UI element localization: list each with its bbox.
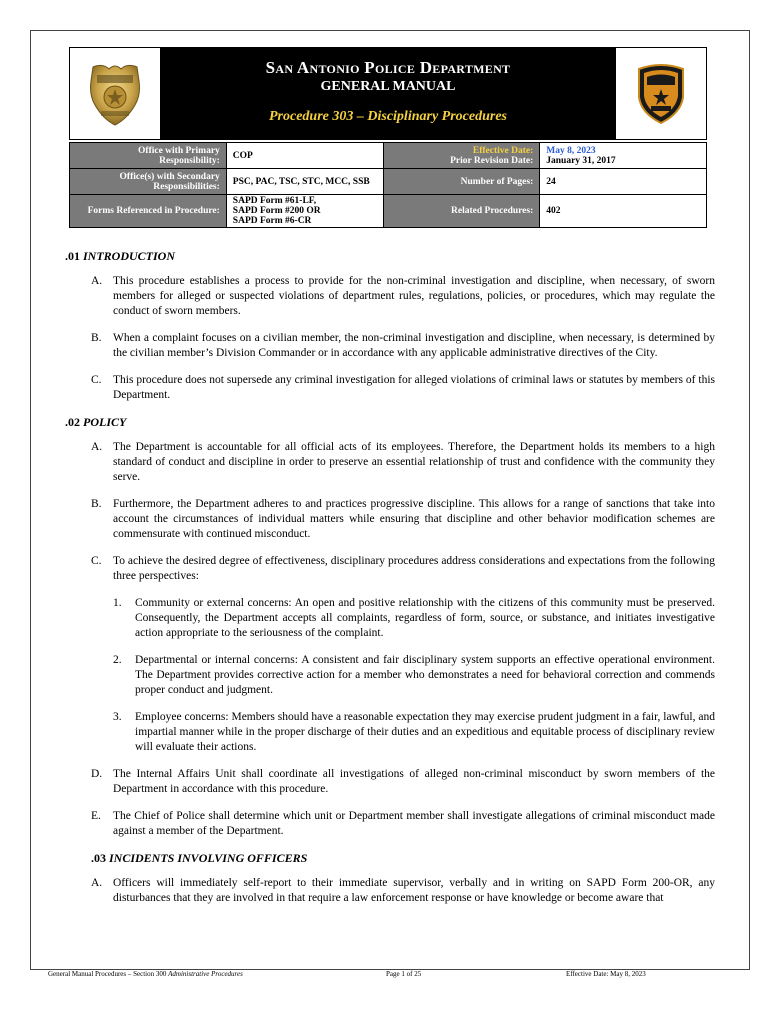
footer-manual-section: General Manual Procedures – Section 300 Administrative Procedures [48, 970, 243, 978]
paragraph-02-b: B. Furthermore, the Department adheres to and practices progressive discipline. This allows for a range of sanctions that take into account the circumstances of individual matters while ensuring that discipline and other behavior modification schemes are commensurate with continued misconduct. [91, 498, 715, 540]
procedure-title: Procedure 303 – Disciplinary Procedures [269, 109, 507, 124]
paragraph-01-a: A. This procedure establishes a process to provide for the non-criminal investigation and discipline, when necessary, of sworn members for alleged or suspected violations of department rules, regulations, policies, or procedures, which may regulate the conduct of sworn members. [91, 275, 715, 317]
related-procedures-value: 402 [540, 195, 707, 228]
paragraph-03-a: A. Officers will immediately self-report to their immediate supervisor, verbally and in writing on SAPD Form 200-OR, any disturbances that they are involved in that require a law enforcement response or have knowledge or become aware that [91, 877, 715, 904]
primary-office-label: Office with Primary Responsibility: [70, 143, 227, 169]
footer-page-number: Page 1 of 25 [386, 970, 422, 978]
forms-referenced-label: Forms Referenced in Procedure: [70, 195, 227, 228]
paragraph-02-c-1: 1. Community or external concerns: An open and positive relationship with the citizens of this community must be preserved. Consequently, the Department accepts all complaints, regardless of form, source, or substance, and initiates investigative action appropriate to the seriousness of the complaint. [113, 597, 715, 639]
form-200-or: SAPD Form #200 OR [232, 206, 321, 216]
document-header [69, 47, 707, 140]
forms-referenced-value [226, 195, 383, 228]
document-body [65, 249, 715, 918]
primary-office-value: COP [226, 143, 383, 169]
paragraph-02-c: C. To achieve the desired degree of effectiveness, disciplinary procedures address considerations and expectations from the following three perspectives: [91, 555, 715, 582]
secondary-office-label: Office(s) with Secondary Responsibilities: [70, 169, 227, 195]
paragraph-02-c-2: 2. Departmental or internal concerns: A consistent and fair disciplinary system supports an effective operational environment. The Department provides corrective action for a member who demonstrates a need for behavioral correction and commends proper conduct and judgment. [113, 654, 715, 696]
info-table [69, 142, 707, 228]
effective-date-label: Effective Date: [472, 145, 534, 156]
info-row-1 [70, 143, 707, 169]
police-badge-icon [83, 61, 147, 127]
dates-value-cell [540, 143, 707, 169]
page-footer [48, 970, 728, 978]
number-of-pages-label: Number of Pages: [383, 169, 540, 195]
manual-subtitle: GENERAL MANUAL [320, 79, 456, 94]
paragraph-02-c-3: 3. Employee concerns: Members should have a reasonable expectation they may exercise prudent judgment in a fair, lawful, and impartial manner while in the proper discharge of their duties and an expeditious and equitable process of disciplinary review will evaluate their actions. [113, 711, 715, 753]
info-row-2 [70, 169, 707, 195]
form-6-cr: SAPD Form #6-CR [232, 216, 312, 226]
prior-revision-label: Prior Revision Date: [450, 155, 534, 166]
paragraph-01-b: B. When a complaint focuses on a civilian member, the non-criminal investigation and discipline, when necessary, is determined by the civilian member’s Division Commander or in accordance with any applicable administrative directives of the City. [91, 332, 715, 359]
paragraph-02-d: D. The Internal Affairs Unit shall coordinate all investigations of alleged non-criminal misconduct by sworn members of the Department in accordance with this procedure. [91, 768, 715, 795]
info-row-3 [70, 195, 707, 228]
effective-date-value: May 8, 2023 [546, 145, 596, 156]
police-patch-icon [635, 63, 687, 125]
section-heading-01: .01 INTRODUCTION [65, 249, 176, 263]
header-title-block [160, 48, 616, 139]
paragraph-02-a: A. The Department is accountable for all official acts of its employees. Therefore, the Department holds its members to a high standard of conduct and discipline in order to preserve an essential relationship of trust and confidence with the community they serve. [91, 441, 715, 483]
prior-revision-value: January 31, 2017 [546, 155, 616, 166]
department-title: San Antonio Police Department [265, 58, 511, 77]
paragraph-02-e: E. The Chief of Police shall determine which unit or Department member shall investigate allegations of criminal misconduct made against a member of the Department. [91, 810, 715, 837]
section-heading-03: .03 INCIDENTS INVOLVING OFFICERS [91, 851, 308, 865]
patch-logo-right [616, 48, 706, 139]
footer-effective-date: Effective Date: May 8, 2023 [566, 970, 646, 978]
number-of-pages-value: 24 [540, 169, 707, 195]
form-61-lf: SAPD Form #61-LF, [232, 196, 317, 206]
secondary-office-value: PSC, PAC, TSC, STC, MCC, SSB [226, 169, 383, 195]
badge-logo-left [70, 48, 160, 139]
related-procedures-label: Related Procedures: [383, 195, 540, 228]
dates-label-cell [383, 143, 540, 169]
paragraph-01-c: C. This procedure does not supersede any criminal investigation for alleged violations of criminal laws or statutes by members of this Department. [91, 374, 715, 401]
section-heading-02: .02 POLICY [65, 415, 127, 429]
